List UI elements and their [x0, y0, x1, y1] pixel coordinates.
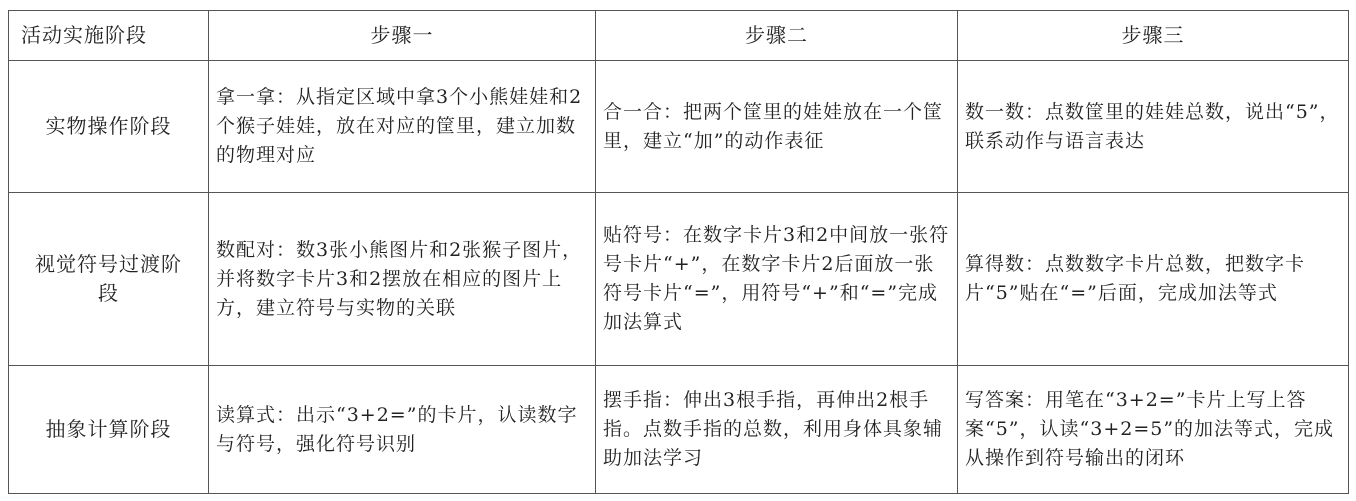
table-row [9, 366, 1349, 494]
header-row [9, 11, 1349, 61]
table-row [9, 193, 1349, 366]
stage-cell: 实物操作阶段 [9, 61, 209, 193]
step-2-cell: 贴符号：在数字卡片3和2中间放一张符号卡片“+”，在数字卡片2后面放一张符号卡片“=”，用符号“+”和“=”完成加法算式 [596, 193, 958, 366]
step-1-cell: 数配对：数3张小熊图片和2张猴子图片，并将数字卡片3和2摆放在相应的图片上方，建立符号与实物的关联 [209, 193, 596, 366]
stage-label: 视觉符号过渡阶段 [35, 252, 182, 306]
table-row [9, 61, 1349, 193]
activity-steps-table [8, 10, 1349, 494]
stage-cell [9, 193, 209, 366]
header-stage: 活动实施阶段 [9, 11, 209, 61]
header-step-2: 步骤二 [596, 11, 958, 61]
table-body [9, 61, 1349, 494]
step-2-cell: 摆手指：伸出3根手指，再伸出2根手指。点数手指的总数，利用身体具象辅助加法学习 [596, 366, 958, 494]
step-3-cell: 数一数：点数筐里的娃娃总数，说出“5”，联系动作与语言表达 [958, 61, 1349, 193]
step-3-cell: 写答案：用笔在“3+2=”卡片上写上答案“5”，认读“3+2=5”的加法等式，完成从操作到符号输出的闭环 [958, 366, 1349, 494]
stage-cell: 抽象计算阶段 [9, 366, 209, 494]
step-3-cell: 算得数：点数数字卡片总数，把数字卡片“5”贴在“=”后面，完成加法等式 [958, 193, 1349, 366]
step-1-cell: 读算式：出示“3+2=”的卡片，认读数字与符号，强化符号识别 [209, 366, 596, 494]
header-step-1: 步骤一 [209, 11, 596, 61]
header-step-3: 步骤三 [958, 11, 1349, 61]
step-2-cell: 合一合：把两个筐里的娃娃放在一个筐里，建立“加”的动作表征 [596, 61, 958, 193]
step-1-cell: 拿一拿：从指定区域中拿3个小熊娃娃和2个猴子娃娃，放在对应的筐里，建立加数的物理对应 [209, 61, 596, 193]
table-header [9, 11, 1349, 61]
